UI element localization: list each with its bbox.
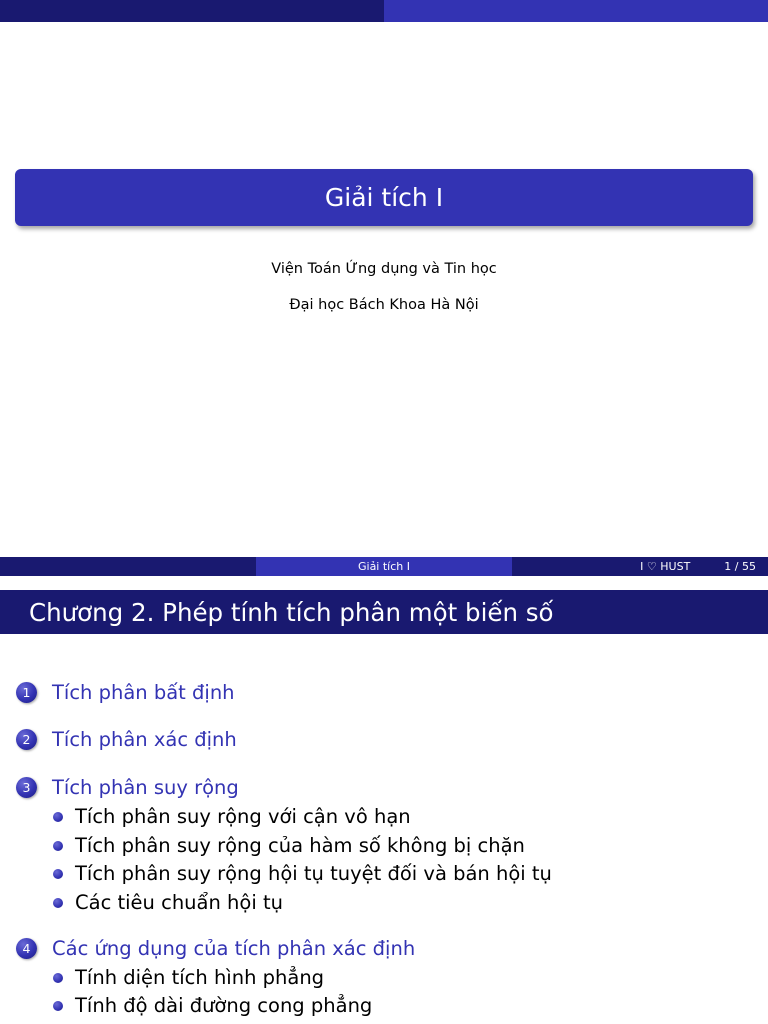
toc-subsection[interactable]	[53, 994, 372, 1017]
toc-section-1[interactable]	[16, 681, 235, 704]
title-box	[15, 169, 753, 226]
footer-brand: I ♡ HUST	[640, 560, 691, 573]
bullet-icon	[53, 973, 63, 983]
bullet-icon	[53, 812, 63, 822]
toc-section-3[interactable]	[16, 776, 239, 799]
frame-title: Chương 2. Phép tính tích phân một biến số	[29, 597, 554, 627]
subsection-label: Tích phân suy rộng với cận vô hạn	[75, 805, 411, 828]
toc-section-4[interactable]	[16, 937, 415, 960]
page-number: 1 / 55	[724, 560, 756, 573]
section-label: Tích phân xác định	[52, 728, 237, 751]
bullet-icon	[53, 1001, 63, 1011]
section-label: Tích phân suy rộng	[52, 776, 239, 799]
section-label: Tích phân bất định	[52, 681, 235, 704]
section-number-badge: 3	[16, 777, 37, 798]
section-number-badge: 4	[16, 938, 37, 959]
institute-line-1: Viện Toán Ứng dụng và Tin học	[271, 261, 497, 277]
section-number-badge: 2	[16, 729, 37, 750]
subsection-label: Tích phân suy rộng của hàm số không bị chặn	[75, 834, 525, 857]
footer-center	[256, 557, 512, 576]
outline-slide	[0, 576, 768, 1024]
frame-title-bar	[0, 590, 768, 634]
bullet-icon	[53, 898, 63, 908]
header-bar	[0, 0, 768, 22]
footer-right	[512, 557, 768, 576]
toc-subsection[interactable]	[53, 805, 411, 828]
toc-subsection[interactable]	[53, 862, 552, 885]
institute-line-2: Đại học Bách Khoa Hà Nội	[289, 297, 479, 313]
subsection-label: Tính diện tích hình phẳng	[75, 966, 325, 989]
subsection-label: Tích phân suy rộng hội tụ tuyệt đối và bán hội tụ	[75, 862, 552, 885]
footer-title: Giải tích I	[357, 560, 410, 573]
header-bar-left	[0, 0, 384, 22]
presentation-title: Giải tích I	[324, 183, 444, 212]
section-label: Các ứng dụng của tích phân xác định	[52, 937, 416, 960]
toc-subsection[interactable]	[53, 891, 283, 914]
subsection-label: Tính độ dài đường cong phẳng	[75, 994, 373, 1017]
header-bar-right	[384, 0, 768, 22]
toc-subsection[interactable]	[53, 834, 525, 857]
section-number-badge: 1	[16, 682, 37, 703]
footer-left	[0, 557, 256, 576]
toc-subsection[interactable]	[53, 966, 324, 989]
bullet-icon	[53, 841, 63, 851]
subsection-label: Các tiêu chuẩn hội tụ	[75, 891, 283, 914]
footer-bar	[0, 557, 768, 576]
bullet-icon	[53, 869, 63, 879]
toc-section-2[interactable]	[16, 728, 237, 751]
